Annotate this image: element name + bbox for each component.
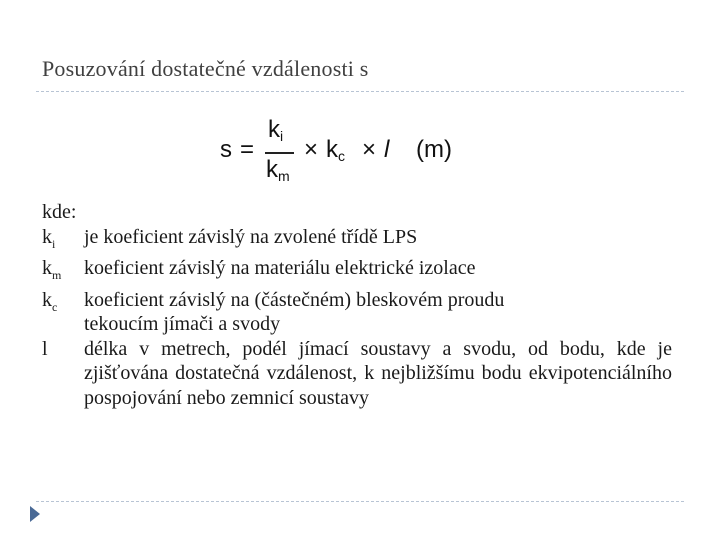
symbol-sub: m [52,268,62,282]
legend-symbol [42,256,84,288]
kc-sub: c [338,148,345,164]
denominator-base: k [266,156,278,183]
legend-symbol [42,337,84,411]
legend-description: je koeficient závislý na zvolené třídě LPS [84,225,418,248]
footer-divider [36,501,684,502]
numerator-sub: i [280,128,284,144]
symbol-base: k [42,225,52,248]
legend-item [42,288,672,337]
formula-times-1: × [304,136,319,163]
formula-l: l [384,136,390,163]
title-divider [36,91,684,92]
separation-distance-formula [220,112,470,192]
formula-lhs: s [220,136,232,163]
legend-symbol [42,288,84,337]
legend-symbol [42,225,84,257]
symbol-base: l [42,337,48,360]
kc-base: k [326,136,338,163]
formula-kc [326,136,345,164]
legend-description: délka v metrech, podél jímací soustavy a svodu, od bodu, kde je zjišťována dostatečná vzdálenost, k nejbližšímu bodu ekvipotenciálního pospojování nebo zemnicí soustavy [84,337,672,409]
legend [42,200,672,410]
legend-intro: kde: [42,201,77,223]
formula-denominator [266,156,290,184]
legend-item [42,256,672,288]
fraction-bar [265,152,294,154]
symbol-sub: c [52,299,58,314]
denominator-sub: m [278,168,290,184]
legend-item [42,225,672,257]
formula-times-2: × [362,136,377,163]
numerator-base: k [268,116,280,143]
formula-unit: (m) [416,136,452,163]
play-arrow-icon[interactable] [30,506,40,522]
formula-equals: = [240,136,255,163]
symbol-base: k [42,257,52,279]
legend-item [42,337,672,411]
legend-description: koeficient závislý na (částečném) bleskovém proudu tekoucím jímači a svody [84,288,505,335]
legend-description: koeficient závislý na materiálu elektrické izolace [84,257,476,279]
slide-title: Posuzování dostatečné vzdálenosti s [42,56,369,81]
formula-numerator [268,116,283,144]
symbol-sub: i [52,236,56,251]
symbol-base: k [42,288,52,311]
